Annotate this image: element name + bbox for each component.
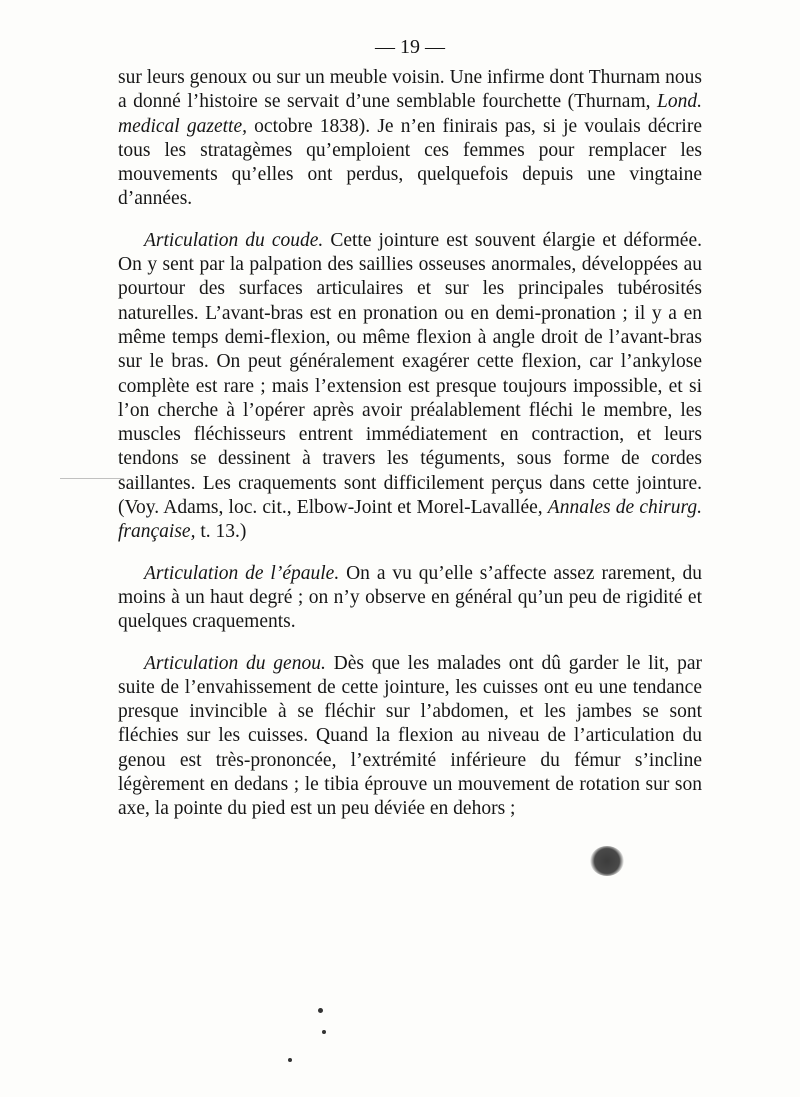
ink-blot xyxy=(590,846,624,876)
page-body xyxy=(118,30,702,839)
paragraph-knee-text: Dès que les malades ont dû garder le lit, par suite de l’envahissement de cette jointure, les cuisses ont eu une tendance presque invincible à se fléchir sur l’abdomen, et les jambes se sont fléchies sur les cuisses. Quand la flexion au niveau de l’articulation du genou est très-prononcée, l’extrémité inférieure du fémur s’incline légèrement en dedans ; le tibia éprouve un mouvement de rotation sur son axe, la pointe du pied est un peu déviée en dehors ; xyxy=(118,652,702,820)
paragraph-elbow xyxy=(118,229,702,545)
margin-mark xyxy=(60,478,124,479)
paragraph-1-citation: Lond. medical gazette, xyxy=(118,91,702,137)
paragraph-knee-heading: Articulation du genou. xyxy=(144,652,326,674)
ink-speck xyxy=(322,1030,326,1034)
ink-speck xyxy=(288,1058,292,1062)
paragraph-elbow-text-end: t. 13.) xyxy=(195,521,247,543)
paragraph-shoulder-heading: Articulation de l’épaule. xyxy=(144,562,340,584)
paragraph-shoulder-text: On a vu qu’elle s’affecte assez rarement, du moins à un haut degré ; on n’y observe en général qu’un peu de rigidité et quelques craquements. xyxy=(118,562,703,633)
paragraph-1-text-end: octobre 1838). Je n’en finirais pas, si je voulais décrire tous les stratagèmes qu’emploient ces femmes pour remplacer les mouvements qu’elles ont perdus, quelquefois depuis une vingtaine d’années. xyxy=(118,115,702,210)
paragraph-elbow-heading: Articulation du coude. xyxy=(144,229,324,251)
paragraph-knee xyxy=(118,652,702,822)
ink-speck xyxy=(318,1008,323,1013)
paragraph-elbow-text: Cette jointure est souvent élargie et déformée. On y sent par la palpation des saillies osseuses anormales, développées au pourtour des surfaces articulaires et sur les principales tubérosités naturelles. L’avant-bras est en pronation ou en demi-pronation ; il y a en même temps demi-flexion, ou même flexion à angle droit de l’avant-bras sur le bras. On peut généralement exagérer cette flexion, car l’ankylose complète est rare ; mais l’extension est presque toujours impossible, et si l’on cherche à l’opérer après avoir préalablement fléchi le membre, les muscles fléchisseurs entrent immédiatement en contraction, et leurs tendons se dessinent à travers les téguments, sous forme de cordes saillantes. Les craquements sont difficilement perçus dans cette jointure. (Voy. Adams, loc. cit., Elbow-Joint et Morel-Lavallée, xyxy=(118,229,702,519)
paragraph-shoulder xyxy=(118,562,702,635)
paragraph-1-text: sur leurs genoux ou sur un meuble voisin. Une infirme dont Thurnam nous a donné l’histoire se servait d’une semblable fourchette (Thurnam, xyxy=(118,67,702,113)
paragraph-1 xyxy=(118,66,702,212)
page-number: — 19 — xyxy=(375,36,445,58)
paragraph-elbow-citation: Annales de chirurg. française, xyxy=(118,497,702,543)
